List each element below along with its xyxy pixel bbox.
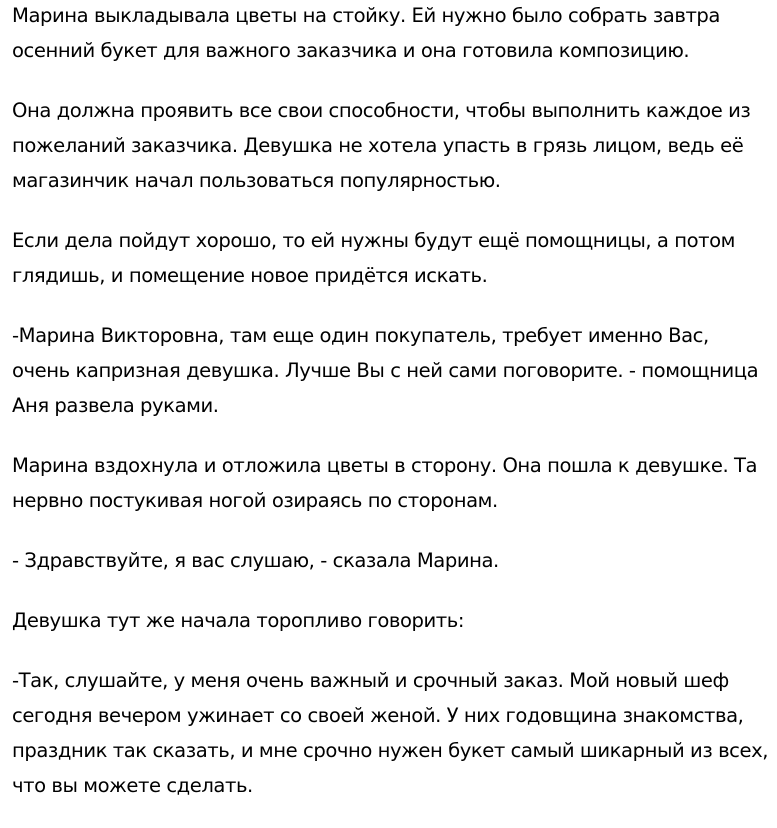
paragraph-3: Если дела пойдут хорошо, то ей нужны будут ещё помощницы, а потом глядишь, и помещение новое придётся искать. <box>12 229 735 287</box>
paragraph-1: Марина выкладывала цветы на стойку. Ей нужно было собрать завтра осенний букет для важного заказчика и она готовила композицию. <box>12 4 720 62</box>
article-body <box>12 0 772 828</box>
paragraph-4: -Марина Викторовна, там еще один покупатель, требует именно Вас, очень капризная девушка. Лучше Вы с ней сами поговорите. - помощница Аня развела руками. <box>12 324 759 417</box>
paragraph-2: Она должна проявить все свои способности, чтобы выполнить каждое из пожеланий заказчика. Девушка не хотела упасть в грязь лицом, ведь её магазинчик начал пользоваться популярностью. <box>12 99 751 192</box>
paragraph-7: Девушка тут же начала торопливо говорить: <box>12 609 465 632</box>
paragraph-8: -Так, слушайте, у меня очень важный и срочный заказ. Мой новый шеф сегодня вечером ужинает со своей женой. У них годовщина знакомства, праздник так сказать, и мне срочно нужен букет самый шикарный из всех, что вы можете сделать. <box>12 669 769 797</box>
paragraph-5: Марина вздохнула и отложила цветы в сторону. Она пошла к девушке. Та нервно постукивая ногой озираясь по сторонам. <box>12 454 758 512</box>
paragraph-6: - Здравствуйте, я вас слушаю, - сказала Марина. <box>12 549 499 572</box>
